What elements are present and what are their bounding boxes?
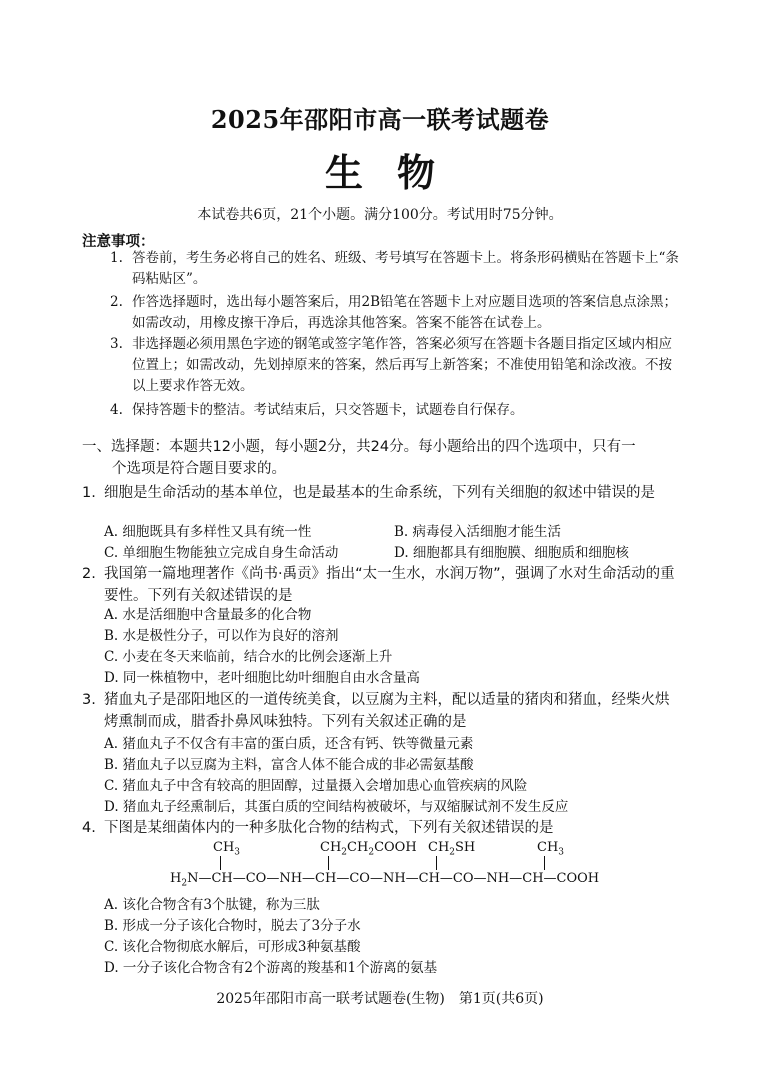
question-number: 2. — [82, 566, 96, 582]
option-c: C. 单细胞生物能独立完成自身生命活动 — [104, 545, 339, 561]
question-number: 1. — [82, 485, 96, 501]
option-b: B. 猪血丸子以豆腐为主料，富含人体不能合成的非必需氨基酸 — [104, 757, 474, 773]
option-c: C. 小麦在冬天来临前，结合水的比例会逐渐上升 — [104, 649, 393, 665]
question-number: 3. — [82, 692, 96, 708]
option-b: B. 形成一分子该化合物时，脱去了3分子水 — [104, 918, 361, 934]
option-d: D. 同一株植物中，老叶细胞比幼叶细胞自由水含量高 — [104, 670, 420, 686]
question-1 — [82, 482, 682, 504]
side-chain-1: $CH_3$ — [213, 840, 241, 858]
main-chain: $H_2N—CH—CO—NH—CH—CO—NH—CH—CO—NH—CH—COOH$ — [170, 871, 600, 889]
question-stem: 猪血丸子是邵阳地区的一道传统美食，以豆腐为主料，配以适量的猪肉和猪血，经柴火烘烤熏制而成，腊香扑鼻风味独特。下列有关叙述正确的是 — [104, 692, 670, 730]
bond-line — [328, 856, 329, 870]
bond-line — [544, 856, 545, 870]
option-a: A. 细胞既具有多样性又具有统一性 — [104, 524, 312, 540]
note-text: 非选择题必须用黑色字迹的钢笔或签字笔作答，答案必须写在答题卡各题目指定区域内相应位置上；如需改动，先划掉原来的答案，然后再写上新答案；不准使用铅笔和涂改液。不按以上要求作答无效。 — [132, 336, 672, 394]
option-d: D. 猪血丸子经熏制后，其蛋白质的空间结构被破坏，与双缩脲试剂不发生反应 — [104, 799, 569, 815]
note-number: 4. — [110, 402, 123, 418]
option-c: C. 该化合物彻底水解后，可形成3种氨基酸 — [104, 939, 361, 955]
section-heading — [82, 436, 682, 480]
question-stem: 细胞是生命活动的基本单位，也是最基本的生命系统，下列有关细胞的叙述中错误的是 — [104, 485, 655, 501]
question-2 — [82, 563, 682, 607]
note-number: 2. — [110, 294, 123, 310]
note-number: 1. — [110, 250, 123, 266]
question-3 — [82, 689, 682, 733]
option-b: B. 水是极性分子，可以作为良好的溶剂 — [104, 628, 339, 644]
side-chain-4: $CH_3$ — [537, 840, 565, 858]
side-chain-3: $CH_2SH$ — [428, 840, 476, 858]
note-item — [110, 400, 685, 421]
question-stem: 下图是某细菌体内的一种多肽化合物的结构式，下列有关叙述错误的是 — [104, 820, 554, 836]
note-item — [110, 292, 685, 334]
bond-line — [436, 856, 437, 870]
bond-line — [220, 856, 221, 870]
option-b: B. 病毒侵入活细胞才能生活 — [394, 524, 562, 540]
option-a: A. 猪血丸子不仅含有丰富的蛋白质，还含有钙、铁等微量元素 — [104, 736, 474, 752]
option-d: D. 一分子该化合物含有2个游离的羧基和1个游离的氨基 — [104, 960, 438, 976]
exam-intro: 本试卷共6页，21个小题。满分100分。考试用时75分钟。 — [197, 207, 563, 223]
note-item — [110, 248, 685, 290]
note-number: 3. — [110, 336, 123, 352]
page-footer: 2025年邵阳市高一联考试题卷(生物) 第1页(共6页) — [216, 991, 544, 1007]
section-heading-line2: 个选项是符合题目要求的。 — [112, 461, 286, 477]
option-a: A. 该化合物含有3个肽键，称为三肽 — [104, 897, 320, 913]
note-text: 答卷前，考生务必将自己的姓名、班级、考号填写在答题卡上。将条形码横贴在答题卡上“条码粘贴区”。 — [132, 250, 679, 287]
question-number: 4. — [82, 820, 96, 836]
question-stem: 我国第一篇地理著作《尚书·禹贡》指出“太一生水，水润万物”，强调了水对生命活动的重要性。下列有关叙述错误的是 — [104, 566, 675, 604]
option-c: C. 猪血丸子中含有较高的胆固醇，过量摄入会增加患心血管疾病的风险 — [104, 778, 528, 794]
question-4 — [82, 817, 682, 839]
subject-title: 生物 — [324, 150, 469, 195]
side-chain-2: $CH_2CH_2COOH$ — [320, 840, 417, 858]
option-d: D. 细胞都具有细胞膜、细胞质和细胞核 — [394, 545, 629, 561]
note-text: 作答选择题时，选出每小题答案后，用2B铅笔在答题卡上对应题目选项的答案信息点涂黑；如需改动，用橡皮擦干净后，再选涂其他答案。答案不能答在试卷上。 — [132, 294, 678, 331]
notes-heading: 注意事项： — [82, 234, 155, 250]
option-a: A. 水是活细胞中含量最多的化合物 — [104, 607, 312, 623]
note-text: 保持答题卡的整洁。考试结束后，只交答题卡，试题卷自行保存。 — [132, 402, 524, 418]
exam-title: 2025年邵阳市高一联考试题卷 — [210, 105, 550, 134]
note-item — [110, 334, 685, 397]
section-heading-line1: 一、选择题：本题共12小题，每小题2分，共24分。每小题给出的四个选项中，只有一 — [82, 439, 636, 455]
